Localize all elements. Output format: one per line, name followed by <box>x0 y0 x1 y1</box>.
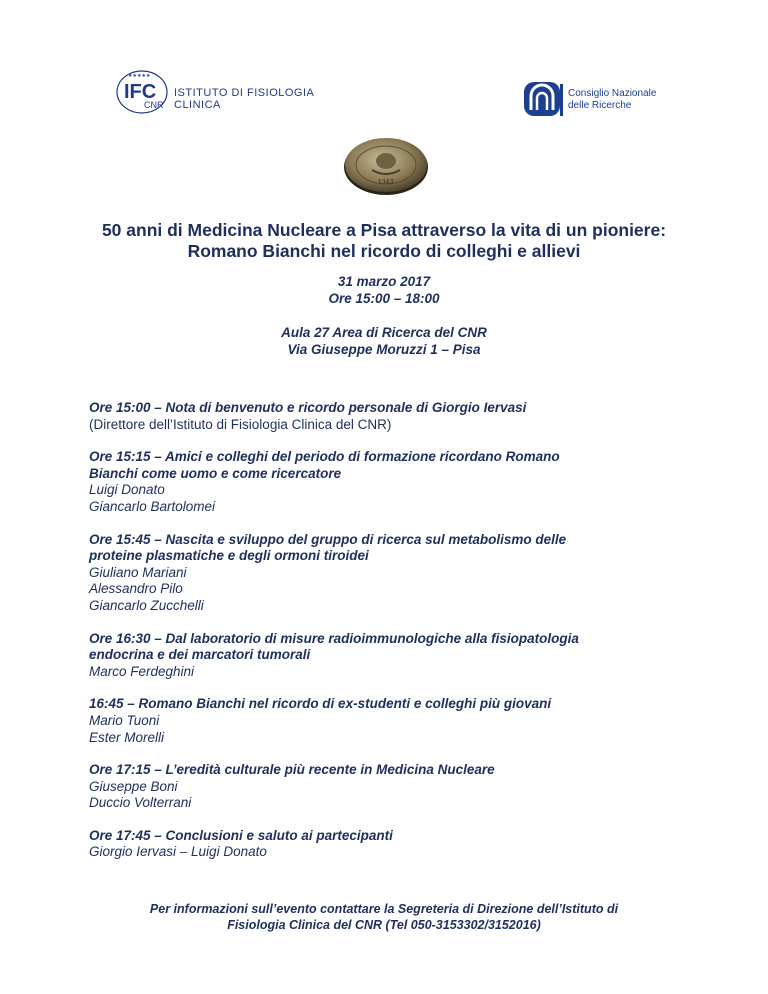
ifc-name-line2: CLINICA <box>174 99 221 111</box>
ifc-mark-text: IFC <box>124 81 157 103</box>
agenda-speaker: Luigi Donato <box>89 482 165 498</box>
agenda-item-title: Ore 16:30 – Dal laboratorio di misure radioimmunologiche alla fisiopatologia <box>89 630 579 646</box>
agenda-speaker: Giuliano Mariani <box>89 564 187 580</box>
agenda-item <box>89 532 689 615</box>
agenda-item <box>89 449 689 515</box>
ifc-logo-icon <box>116 68 348 116</box>
agenda-item-title: proteine plasmatiche e degli ormoni tiroidei <box>89 548 369 564</box>
agenda-speaker: Giuseppe Boni <box>89 778 178 794</box>
event-time: Ore 15:00 – 18:00 <box>328 291 440 306</box>
event-title <box>40 220 728 262</box>
agenda-item-title: Ore 15:15 – Amici e colleghi del periodo di formazione ricordano Romano <box>89 449 560 465</box>
agenda-item-title: Ore 15:00 – Nota di benvenuto e ricordo personale di Giorgio Iervasi <box>89 400 527 415</box>
venue-room: Aula 27 Area di Ricerca del CNR <box>281 325 487 340</box>
cnr-logo-icon <box>522 80 682 120</box>
agenda-item <box>89 631 689 681</box>
agenda-speaker: Giancarlo Zucchelli <box>89 597 204 613</box>
event-day: 31 marzo 2017 <box>337 274 431 289</box>
agenda-speaker: Duccio Volterrani <box>89 795 192 811</box>
svg-text:★★★★★: ★★★★★ <box>128 73 151 79</box>
agenda-item <box>89 828 689 861</box>
venue-address: Via Giuseppe Moruzzi 1 – Pisa <box>287 342 481 357</box>
title-line-1: 50 anni di Medicina Nucleare a Pisa attraverso la vita di un pioniere: <box>101 220 667 240</box>
seal-year: 1343 <box>378 179 394 186</box>
agenda-item-title: endocrina e dei marcatori tumorali <box>89 647 311 663</box>
agenda-item <box>89 696 689 746</box>
ifc-name-line1: ISTITUTO DI FISIOLOGIA <box>174 87 315 99</box>
agenda-item-title: Ore 17:45 – Conclusioni e saluto ai partecipanti <box>89 827 393 843</box>
event-date <box>100 273 668 307</box>
agenda-speaker: Ester Morelli <box>89 729 165 745</box>
event-venue <box>100 324 668 358</box>
agenda-speaker: Mario Tuoni <box>89 712 160 728</box>
agenda-item-title: Bianchi come uomo e come ricercatore <box>89 465 342 481</box>
agenda-item <box>89 762 689 812</box>
agenda-item-note: (Direttore dell’Istituto di Fisiologia Clinica del CNR) <box>89 416 392 432</box>
footer-info <box>80 901 688 933</box>
agenda-speaker: Giancarlo Bartolomei <box>89 498 216 514</box>
agenda-speaker: Marco Ferdeghini <box>89 663 195 679</box>
footer-line-1: Per informazioni sull’evento contattare la Segreteria di Direzione dell’Istituto di <box>149 902 619 916</box>
agenda-item <box>89 400 689 433</box>
agenda-item-title: 16:45 – Romano Bianchi nel ricordo di ex-studenti e colleghi più giovani <box>89 696 552 712</box>
university-seal-icon <box>342 134 430 196</box>
agenda <box>89 400 689 877</box>
footer-line-2: Fisiologia Clinica del CNR (Tel 050-3153302/3152016) <box>227 918 541 932</box>
agenda-speaker: Giorgio Iervasi – Luigi Donato <box>89 844 267 860</box>
cnr-line1: Consiglio Nazionale <box>568 88 657 99</box>
cnr-line2: delle Ricerche <box>568 100 632 111</box>
ifc-sub-text: CNR <box>144 100 164 110</box>
title-line-2: Romano Bianchi nel ricordo di colleghi e allievi <box>187 241 581 261</box>
agenda-item-title: Ore 17:15 – L’eredità culturale più recente in Medicina Nucleare <box>89 762 495 778</box>
agenda-item-title: Ore 15:45 – Nascita e sviluppo del gruppo di ricerca sul metabolismo delle <box>89 531 567 547</box>
agenda-speaker: Alessandro Pilo <box>89 581 183 597</box>
